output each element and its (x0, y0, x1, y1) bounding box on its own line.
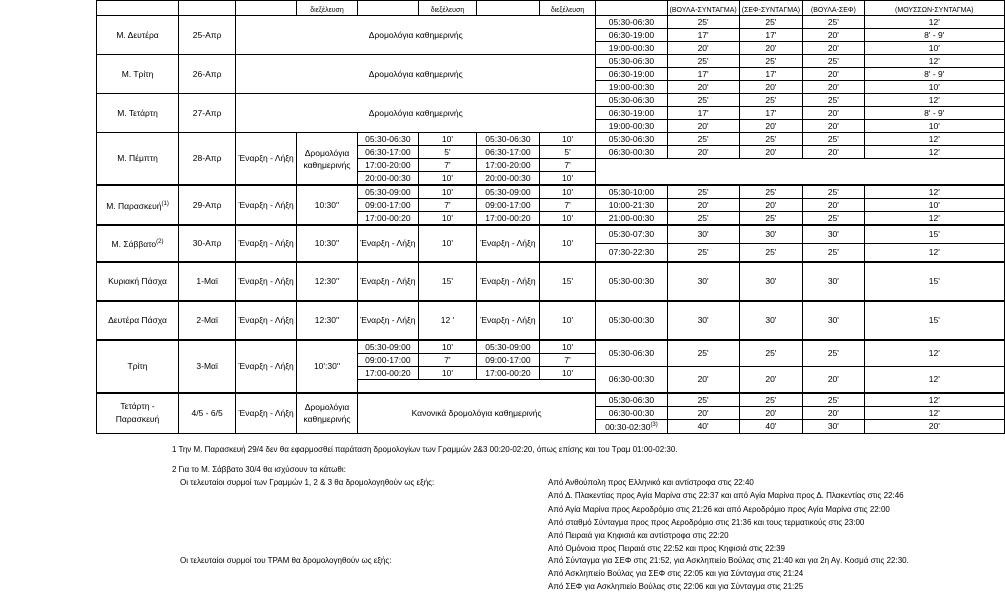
metro-freq: 10' (418, 185, 476, 199)
tram-time: 05:30-06:30 (596, 340, 667, 367)
footnote-ref: (3) (650, 422, 658, 428)
tram-freq: 20' (667, 146, 739, 159)
tram-freq: 12' (864, 16, 1004, 29)
tram-time: 19:00-00:30 (596, 42, 667, 55)
header-tram-3: (ΒΟΥΛΑ-ΣΕΦ) (803, 1, 864, 16)
metro-freq: 10' (539, 133, 596, 146)
tram-freq: 25' (667, 133, 739, 146)
tram-freq: 25' (739, 185, 802, 199)
tram-freq: 17' (667, 107, 739, 120)
day-date: 1-Μαϊ (179, 262, 236, 301)
tram-time: 19:00-00:30 (596, 120, 667, 133)
tram-freq: 25' (739, 212, 802, 226)
metro-freq: 7' (539, 199, 596, 212)
tram-time: 21:00-00:30 (596, 212, 667, 226)
tram-freq: 15' (864, 301, 1004, 340)
tram-freq: 12' (864, 94, 1004, 107)
tram-time: 06:30-00:30 (596, 367, 667, 394)
tram-freq: 40' (667, 420, 739, 434)
metro-time: 05:30-09:00 (477, 185, 540, 199)
metro-freq: 7' (539, 159, 596, 172)
line1-range: Έναρξη - Λήξη (236, 393, 297, 433)
metro-time: 17:00-00:20 (357, 212, 418, 226)
day-name: Μ. Τρίτη (97, 55, 179, 94)
line3-freq: 10' (539, 301, 596, 340)
metro-freq: 7' (418, 159, 476, 172)
tram-freq: 20' (739, 367, 802, 394)
metro-freq: 10' (539, 340, 596, 354)
tram-time: 10:00-21:30 (596, 199, 667, 212)
tram-intro: Οι τελευταίοι συρμοί του ΤΡΑΜ θα δρομολογηθούν ως εξής: (180, 556, 392, 565)
metro-freq: 10' (539, 367, 596, 380)
tram-freq: 30' (739, 301, 802, 340)
day-date: 3-Μαϊ (179, 340, 236, 393)
tram-time: 05:30-00:30 (596, 301, 667, 340)
metro-freq: 7' (539, 354, 596, 367)
tram-freq: 10' (864, 42, 1004, 55)
day-name: Μ. Τετάρτη (97, 94, 179, 133)
empty-cell (596, 159, 1005, 186)
metro-time: 20:00-00:30 (477, 172, 540, 186)
tram-freq: 20' (739, 120, 802, 133)
metro-time: 05:30-09:00 (357, 185, 418, 199)
tram-time-text: 00:30-02:30 (605, 421, 651, 432)
metro-time: 05:30-09:00 (357, 340, 418, 354)
tram-freq: 25' (667, 16, 739, 29)
table-row (97, 94, 1005, 107)
tram-freq: 25' (803, 340, 864, 367)
line2-range: Έναρξη - Λήξη (357, 262, 418, 301)
tram-time: 06:30-19:00 (596, 29, 667, 42)
metro-freq: 10' (539, 172, 596, 186)
tram-freq: 25' (739, 244, 802, 263)
table-row (97, 55, 1005, 68)
tram-freq: 20' (739, 199, 802, 212)
metro-time: 17:00-20:00 (477, 159, 540, 172)
tram-freq: 20' (803, 68, 864, 81)
header-tram-1: (ΒΟΥΛΑ-ΣΥΝΤΑΓΜΑ) (667, 1, 739, 16)
tram-freq: 25' (667, 185, 739, 199)
day-name (97, 225, 179, 262)
line2-freq: 10' (418, 225, 476, 262)
tram-freq: 20' (864, 420, 1004, 434)
metro-freq: 5' (418, 146, 476, 159)
line3-range: Έναρξη - Λήξη (477, 262, 540, 301)
header-exec-3: διεξέλευση (539, 1, 596, 16)
day-name (97, 185, 179, 225)
list-item: Από ΣΕΦ για Ασκληπιείο Βούλας στις 22:06 και για Σύνταγμα στις 21:25 (548, 582, 804, 591)
tram-freq: 30' (667, 301, 739, 340)
metro-freq: 7' (418, 354, 476, 367)
tram-freq: 12' (864, 55, 1004, 68)
tram-freq: 12' (864, 367, 1004, 394)
table-row (97, 393, 1005, 407)
day-name: Μ. Πέμπτη (97, 133, 179, 186)
metro-freq: 10' (418, 212, 476, 226)
line1-range: Έναρξη - Λήξη (236, 185, 297, 225)
tram-freq: 12' (864, 407, 1004, 420)
list-item: Από Πειραιά για Κηφισιά και αντίστροφα στις 22:20 (548, 531, 729, 540)
metro-time: 05:30-06:30 (357, 133, 418, 146)
tram-time: 06:30-00:30 (596, 146, 667, 159)
table-row (97, 225, 1005, 244)
table-row (97, 16, 1005, 29)
header-exec-1: διεξέλευση (297, 1, 358, 16)
tram-freq: 25' (803, 55, 864, 68)
tram-freq: 20' (739, 146, 802, 159)
tram-time: 05:30-10:00 (596, 185, 667, 199)
tram-freq: 25' (667, 244, 739, 263)
metro-time: 06:30-17:00 (477, 146, 540, 159)
tram-time: 05:30-00:30 (596, 262, 667, 301)
tram-freq: 8' - 9' (864, 68, 1004, 81)
tram-freq: 20' (803, 120, 864, 133)
tram-freq: 12' (864, 133, 1004, 146)
table-row (97, 301, 1005, 340)
header-exec-2: διεξέλευση (418, 1, 476, 16)
tram-time: 05:30-06:30 (596, 16, 667, 29)
list-item: Από Ομόνοια προς Πειραιά στις 22:52 και προς Κηφισιά στις 22:39 (548, 544, 786, 553)
tram-freq: 25' (739, 55, 802, 68)
tram-freq: 25' (803, 393, 864, 407)
line3-range: Έναρξη - Λήξη (477, 301, 540, 340)
tram-freq: 25' (739, 133, 802, 146)
table-row (97, 185, 1005, 199)
tram-time: 06:30-00:30 (596, 407, 667, 420)
tram-freq: 20' (739, 407, 802, 420)
tram-time: 05:30-06:30 (596, 94, 667, 107)
metro-time: 09:00-17:00 (477, 199, 540, 212)
tram-time: 05:30-07:30 (596, 225, 667, 244)
tram-freq: 15' (864, 262, 1004, 301)
metro-time: 20:00-00:30 (357, 172, 418, 186)
day-name-text: Μ. Σάββατο (111, 238, 157, 249)
tram-freq: 30' (803, 262, 864, 301)
day-name: Τρίτη (97, 340, 179, 393)
tram-freq: 20' (667, 120, 739, 133)
tram-freq: 25' (739, 393, 802, 407)
day-date: 25-Απρ (179, 16, 236, 55)
tram-freq: 20' (739, 42, 802, 55)
metro-freq: 7' (418, 199, 476, 212)
tram-time (596, 420, 667, 434)
tram-freq: 17' (739, 29, 802, 42)
metro-freq: 10' (418, 367, 476, 380)
tram-freq: 25' (667, 94, 739, 107)
line3-freq: 10' (539, 225, 596, 262)
metro-freq: 5' (539, 146, 596, 159)
metro-time: 09:00-17:00 (477, 354, 540, 367)
tram-time: 05:30-06:30 (596, 393, 667, 407)
line3-range: Έναρξη - Λήξη (477, 225, 540, 262)
tram-freq: 40' (739, 420, 802, 434)
list-item: Από Σύνταγμα για ΣΕΦ στις 21:52, για Ασκληπιείο Βούλας στις 21:40 και για 2η Αγ. Κοσμά στις 22:30. (548, 556, 909, 565)
tram-freq: 12' (864, 393, 1004, 407)
line1-freq: 10:30'' (297, 185, 358, 225)
day-date: 28-Απρ (179, 133, 236, 186)
tram-time: 06:30-19:00 (596, 68, 667, 81)
tram-time: 05:30-06:30 (596, 133, 667, 146)
tram-freq: 15' (864, 225, 1004, 244)
tram-freq: 20' (667, 407, 739, 420)
tram-freq: 20' (803, 367, 864, 394)
line1-freq: 10':30'' (297, 340, 358, 393)
line2-range: Έναρξη - Λήξη (357, 301, 418, 340)
list-item: Από Ανθούπολη προς Ελληνικό και αντίστροφα στις 22:40 (548, 478, 754, 487)
tram-freq: 12' (864, 185, 1004, 199)
tram-freq: 25' (667, 340, 739, 367)
metro-time: 09:00-17:00 (357, 354, 418, 367)
tram-time: 19:00-00:30 (596, 81, 667, 94)
day-name: Δευτέρα Πάσχα (97, 301, 179, 340)
tram-freq: 30' (803, 225, 864, 244)
tram-freq: 17' (739, 107, 802, 120)
tram-freq: 30' (739, 225, 802, 244)
metro-freq: 10' (418, 340, 476, 354)
line1-range: Έναρξη - Λήξη (236, 225, 297, 262)
tram-freq: 20' (803, 199, 864, 212)
tram-freq: 20' (803, 107, 864, 120)
metro-schedule: Δρομολόγια καθημερινής (236, 55, 596, 94)
metro-freq: 10' (418, 172, 476, 186)
tram-freq: 12' (864, 146, 1004, 159)
tram-freq: 25' (803, 94, 864, 107)
tram-freq: 17' (667, 29, 739, 42)
tram-freq: 10' (864, 120, 1004, 133)
line1-range: Έναρξη - Λήξη (236, 262, 297, 301)
tram-freq: 20' (803, 29, 864, 42)
tram-freq: 30' (667, 262, 739, 301)
tram-freq: 17' (667, 68, 739, 81)
line1-range: Έναρξη - Λήξη (236, 133, 297, 186)
footnote-2: 2 Για το Μ. Σάββατο 30/4 θα ισχύσουν τα κάτωθι: (172, 465, 346, 474)
metro-freq: 10' (418, 133, 476, 146)
metro-time: 05:30-06:30 (477, 133, 540, 146)
line1-freq: 10:30'' (297, 225, 358, 262)
metro-time: 09:00-17:00 (357, 199, 418, 212)
line1-range: Έναρξη - Λήξη (236, 301, 297, 340)
metro-time: 17:00-00:20 (477, 212, 540, 226)
line1-freq: Δρομολόγια καθημερινής (297, 133, 358, 186)
list-item: Από σταθμό Σύνταγμα προς προς Αεροδρόμιο στις 21:36 και τους τερματικούς στις 23:00 (548, 518, 865, 527)
tram-freq: 25' (739, 94, 802, 107)
line1-range: Έναρξη - Λήξη (236, 340, 297, 393)
metro-freq: 10' (539, 212, 596, 226)
metro-schedule: Κανονικά δρομολόγια καθημερινής (357, 393, 595, 433)
tram-freq: 25' (803, 185, 864, 199)
tram-freq: 12' (864, 212, 1004, 226)
line3-freq: 15' (539, 262, 596, 301)
tram-freq: 25' (803, 133, 864, 146)
tram-freq: 20' (667, 367, 739, 394)
table-row (97, 133, 1005, 146)
metro-schedule: Δρομολόγια καθημερινής (236, 16, 596, 55)
line1-freq: 12:30'' (297, 301, 358, 340)
list-item: Από Ασκληπιείο Βούλας για ΣΕΦ στις 22:05 και για Σύνταγμα στις 21:24 (548, 569, 804, 578)
tram-freq: 20' (803, 407, 864, 420)
tram-freq: 30' (667, 225, 739, 244)
line2-range: Έναρξη - Λήξη (357, 225, 418, 262)
line1-freq: Δρομολόγια καθημερινής (297, 393, 358, 433)
day-date: 27-Απρ (179, 94, 236, 133)
line1-freq: 12:30'' (297, 262, 358, 301)
day-name: Μ. Δευτέρα (97, 16, 179, 55)
tram-freq: 25' (667, 212, 739, 226)
tram-freq: 12' (864, 244, 1004, 263)
tram-freq: 25' (739, 16, 802, 29)
tram-freq: 8' - 9' (864, 107, 1004, 120)
lines-intro: Οι τελευταίοι συρμοί των Γραμμών 1, 2 & 3 θα δρομολογηθούν ως εξής: (180, 478, 435, 487)
tram-freq: 30' (803, 301, 864, 340)
tram-freq: 20' (803, 146, 864, 159)
metro-schedule: Δρομολόγια καθημερινής (236, 94, 596, 133)
table-row (97, 340, 1005, 354)
tram-freq: 20' (667, 42, 739, 55)
tram-freq: 25' (667, 55, 739, 68)
header-tram-4: (ΜΟΥΣΣΩΝ-ΣΥΝΤΑΓΜΑ) (864, 1, 1004, 16)
tram-freq: 25' (803, 16, 864, 29)
day-date: 4/5 - 6/5 (179, 393, 236, 433)
tram-time: 06:30-19:00 (596, 107, 667, 120)
tram-freq: 25' (667, 393, 739, 407)
metro-time: 17:00-20:00 (357, 159, 418, 172)
metro-time: 05:30-09:00 (477, 340, 540, 354)
tram-freq: 10' (864, 199, 1004, 212)
schedule-table (96, 0, 1005, 434)
footnote-ref: (2) (156, 239, 164, 246)
tram-freq: 20' (803, 81, 864, 94)
tram-freq: 25' (739, 340, 802, 367)
day-name: Κυριακή Πάσχα (97, 262, 179, 301)
footnote-ref: (1) (161, 200, 169, 207)
metro-time: 06:30-17:00 (357, 146, 418, 159)
tram-freq: 30' (803, 420, 864, 434)
metro-time: 17:00-00:20 (357, 367, 418, 380)
tram-time: 07:30-22:30 (596, 244, 667, 263)
header-row (97, 1, 1005, 16)
header-tram-2: (ΣΕΦ-ΣΥΝΤΑΓΜΑ) (739, 1, 802, 16)
tram-time: 05:30-06:30 (596, 55, 667, 68)
day-date: 30-Απρ (179, 225, 236, 262)
footnote-1: 1 Την Μ. Παρασκευή 29/4 δεν θα εφαρμοσθεί παράταση δρομολογίων των Γραμμών 2&3 00:20-02:20, όπως επίσης και του Τραμ 01:00-02:30. (172, 445, 678, 454)
line2-freq: 15' (418, 262, 476, 301)
metro-time: 17:00-00:20 (477, 367, 540, 380)
line2-freq: 12 ' (418, 301, 476, 340)
tram-freq: 8' - 9' (864, 29, 1004, 42)
tram-freq: 20' (667, 199, 739, 212)
tram-freq: 17' (739, 68, 802, 81)
tram-freq: 10' (864, 81, 1004, 94)
empty-cell (357, 380, 595, 394)
tram-freq: 20' (739, 81, 802, 94)
tram-freq: 25' (803, 244, 864, 263)
table-row (97, 262, 1005, 301)
list-item: Από Αγία Μαρίνα προς Αεροδρόμιο στις 21:26 και από Αεροδρόμιο προς Αγία Μαρίνα στις 22:00 (548, 505, 890, 514)
day-name: Τετάρτη - Παρασκευή (97, 393, 179, 433)
tram-freq: 25' (803, 212, 864, 226)
day-date: 26-Απρ (179, 55, 236, 94)
list-item: Από Δ. Πλακεντίας προς Αγία Μαρίνα στις 22:37 και από Αγία Μαρίνα προς Δ. Πλακεντίας στις 22:46 (548, 491, 904, 500)
day-date: 29-Απρ (179, 185, 236, 225)
tram-freq: 30' (739, 262, 802, 301)
tram-freq: 20' (667, 81, 739, 94)
metro-freq: 10' (539, 185, 596, 199)
day-date: 2-Μαϊ (179, 301, 236, 340)
tram-freq: 12' (864, 340, 1004, 367)
tram-freq: 20' (803, 42, 864, 55)
day-name-text: Μ. Παρασκευή (106, 200, 162, 211)
